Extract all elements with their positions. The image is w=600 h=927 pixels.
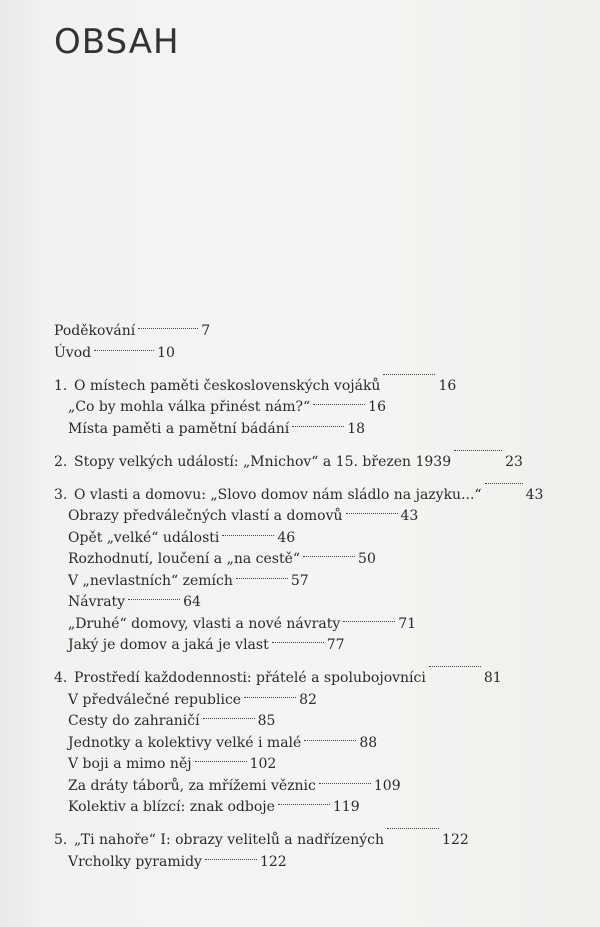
subentry-label: Jednotky a kolektivy velké i malé — [68, 734, 302, 751]
chapter-title: Stopy velkých událostí: „Mnichov“ a 15. březen 1939 — [74, 453, 452, 470]
chapter-number: 5. — [54, 832, 68, 848]
dot-leader — [346, 512, 398, 514]
dot-leader — [454, 449, 502, 451]
subentry-page: 119 — [332, 799, 360, 815]
dot-leader — [244, 696, 296, 698]
dot-leader — [128, 598, 180, 600]
chapter-page: 43 — [525, 486, 544, 503]
dot-leader — [429, 665, 481, 667]
chapter-number: 4. — [54, 670, 68, 686]
toc-entry-page: 7 — [201, 323, 211, 339]
dot-leader — [278, 803, 330, 805]
chapter-page: 81 — [483, 670, 502, 686]
subentry-label: „Druhé“ domovy, vlasti a nové návraty — [68, 615, 341, 632]
toc-subentry — [54, 571, 554, 593]
toc-subentry — [54, 852, 554, 874]
chapter-title: „Ti nahoře“ I: obrazy velitelů a nadřízených — [74, 832, 385, 848]
dot-leader — [203, 717, 255, 719]
subentry-label: Opět „velké“ události — [68, 529, 220, 546]
subentry-label: Cesty do zahraničí — [68, 713, 200, 729]
subentry-page: 77 — [326, 637, 345, 653]
chapter-title: Prostředí každodennosti: přátelé a spolubojovníci — [74, 670, 426, 686]
subentry-page: 18 — [347, 420, 366, 437]
toc-subentry — [54, 754, 554, 776]
subentry-label: Místa paměti a pamětní bádání — [68, 420, 290, 437]
dot-leader — [222, 534, 274, 536]
subentry-page: 85 — [257, 713, 276, 729]
toc-subentry — [54, 397, 554, 419]
toc-subentry — [54, 635, 554, 657]
chapter-title: O místech paměti československých vojáků — [74, 377, 381, 394]
dot-leader — [387, 827, 439, 829]
toc-subentry — [54, 711, 554, 733]
subentry-page: 88 — [359, 734, 378, 751]
dot-leader — [304, 739, 356, 741]
dot-leader — [292, 425, 344, 427]
dot-leader — [383, 373, 435, 375]
chapter-page: 122 — [442, 832, 469, 848]
subentry-page: 64 — [183, 594, 201, 610]
dot-leader — [236, 577, 288, 579]
toc-entry-podekovani — [54, 321, 554, 343]
chapter-page: 23 — [505, 453, 523, 470]
subentry-label: V boji a mimo něj — [68, 756, 192, 772]
subentry-label: V „nevlastních“ zemích — [68, 572, 233, 589]
dot-leader — [485, 482, 523, 484]
subentry-label: Jaký je domov a jaká je vlast — [68, 637, 269, 653]
toc-entry-uvod — [54, 343, 554, 365]
chapter-number: 3. — [54, 486, 68, 503]
toc-subentry — [54, 797, 554, 819]
toc-subentry — [54, 690, 554, 712]
toc-chapter-3 — [54, 485, 554, 507]
toc-chapter-1 — [54, 376, 554, 398]
subentry-label: Za dráty táborů, za mřížemi věznic — [68, 777, 316, 794]
dot-leader — [343, 620, 395, 622]
subentry-page: 122 — [259, 853, 287, 870]
dot-leader — [272, 641, 324, 643]
dot-leader — [138, 327, 198, 329]
chapter-page: 16 — [438, 377, 457, 394]
toc-subentry — [54, 776, 554, 798]
chapter-number: 1. — [54, 377, 68, 394]
dot-leader — [94, 349, 154, 351]
subentry-label: „Co by mohla válka přinést nám?“ — [68, 399, 311, 415]
subentry-page: 82 — [299, 691, 317, 708]
toc-subentry — [54, 528, 554, 550]
table-of-contents — [54, 321, 554, 873]
toc-subentry — [54, 592, 554, 614]
toc-subentry — [54, 506, 554, 528]
toc-subentry — [54, 614, 554, 636]
toc-entry-label: Úvod — [54, 344, 92, 361]
dot-leader — [195, 760, 247, 762]
toc-entry-label: Poděkování — [54, 323, 136, 339]
subentry-page: 109 — [373, 777, 401, 794]
subentry-page: 50 — [358, 551, 376, 567]
dot-leader — [319, 782, 371, 784]
dot-leader — [303, 555, 355, 557]
subentry-label: V předválečné republice — [68, 691, 242, 708]
page-title: OBSAH — [54, 22, 180, 62]
subentry-page: 16 — [368, 399, 386, 415]
subentry-page: 57 — [290, 572, 309, 589]
toc-subentry — [54, 419, 554, 441]
subentry-label: Kolektiv a blízcí: znak odboje — [68, 799, 275, 815]
chapter-title: O vlasti a domovu: „Slovo domov nám sládlo na jazyku...“ — [74, 486, 482, 503]
toc-subentry — [54, 733, 554, 755]
toc-chapter-4 — [54, 668, 554, 690]
toc-subentry — [54, 549, 554, 571]
dot-leader — [205, 858, 257, 860]
toc-entry-page: 10 — [157, 344, 175, 361]
subentry-page: 43 — [400, 508, 419, 524]
toc-chapter-5 — [54, 830, 554, 852]
toc-chapter-2 — [54, 452, 554, 474]
subentry-label: Obrazy předválečných vlastí a domovů — [68, 508, 343, 524]
dot-leader — [313, 403, 365, 405]
subentry-label: Návraty — [68, 594, 126, 610]
chapter-number: 2. — [54, 453, 68, 470]
subentry-label: Vrcholky pyramidy — [68, 853, 202, 870]
subentry-label: Rozhodnutí, loučení a „na cestě“ — [68, 551, 301, 567]
subentry-page: 71 — [398, 615, 417, 632]
subentry-page: 102 — [249, 756, 277, 772]
subentry-page: 46 — [277, 529, 296, 546]
